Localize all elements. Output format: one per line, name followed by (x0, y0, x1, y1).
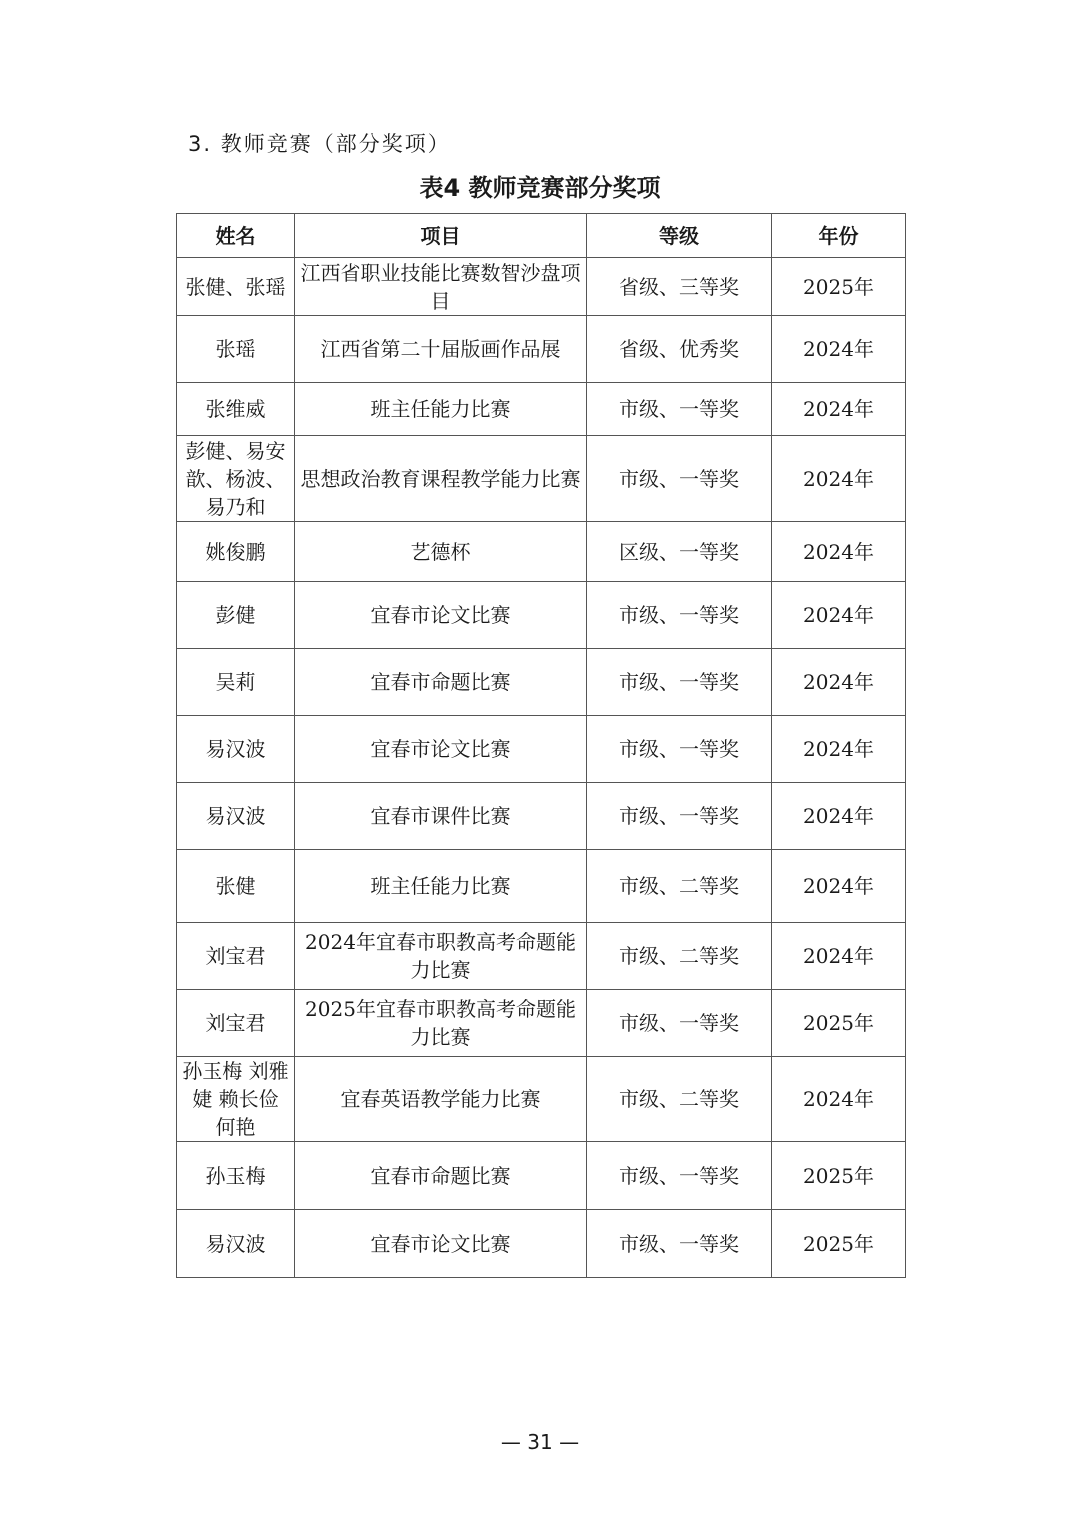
cell-project: 班主任能力比赛 (295, 383, 587, 436)
cell-year: 2024年 (772, 383, 906, 436)
cell-year: 2025年 (772, 1210, 906, 1278)
table-row (177, 1210, 906, 1278)
cell-name: 易汉波 (177, 1210, 295, 1278)
table-row (177, 522, 906, 582)
cell-project: 宜春市命题比赛 (295, 649, 587, 716)
cell-level: 市级、一等奖 (587, 383, 772, 436)
cell-project: 宜春市课件比赛 (295, 783, 587, 850)
table-row (177, 582, 906, 649)
cell-level: 市级、一等奖 (587, 1142, 772, 1210)
awards-table (176, 213, 906, 1278)
cell-project: 思想政治教育课程教学能力比赛 (295, 436, 587, 522)
header-year: 年份 (772, 214, 906, 258)
cell-year: 2024年 (772, 522, 906, 582)
cell-year: 2024年 (772, 1057, 906, 1142)
table-row (177, 316, 906, 383)
cell-project: 2024年宜春市职教高考命题能力比赛 (295, 923, 587, 990)
cell-level: 市级、二等奖 (587, 850, 772, 923)
cell-level: 市级、一等奖 (587, 783, 772, 850)
cell-level: 省级、三等奖 (587, 258, 772, 316)
cell-year: 2025年 (772, 258, 906, 316)
cell-level: 市级、二等奖 (587, 1057, 772, 1142)
cell-name: 易汉波 (177, 783, 295, 850)
table-row (177, 783, 906, 850)
cell-level: 市级、一等奖 (587, 990, 772, 1057)
page-number: — 31 — (500, 1430, 580, 1454)
cell-year: 2024年 (772, 850, 906, 923)
header-level: 等级 (587, 214, 772, 258)
cell-name: 吴莉 (177, 649, 295, 716)
cell-name: 刘宝君 (177, 923, 295, 990)
cell-year: 2024年 (772, 582, 906, 649)
cell-name: 孙玉梅 刘雅婕 赖长俭 何艳 (177, 1057, 295, 1142)
cell-level: 省级、优秀奖 (587, 316, 772, 383)
cell-level: 市级、二等奖 (587, 923, 772, 990)
cell-name: 孙玉梅 (177, 1142, 295, 1210)
cell-project: 宜春市论文比赛 (295, 582, 587, 649)
cell-year: 2024年 (772, 436, 906, 522)
cell-project: 宜春英语教学能力比赛 (295, 1057, 587, 1142)
cell-year: 2024年 (772, 316, 906, 383)
cell-name: 彭健、易安歆、杨波、易乃和 (177, 436, 295, 522)
header-name: 姓名 (177, 214, 295, 258)
cell-name: 彭健 (177, 582, 295, 649)
table-caption: 表4 教师竞赛部分奖项 (419, 174, 661, 202)
table-row (177, 436, 906, 522)
cell-level: 市级、一等奖 (587, 716, 772, 783)
cell-project: 江西省职业技能比赛数智沙盘项目 (295, 258, 587, 316)
cell-name: 刘宝君 (177, 990, 295, 1057)
table-row (177, 1057, 906, 1142)
cell-name: 易汉波 (177, 716, 295, 783)
cell-name: 张维威 (177, 383, 295, 436)
header-project: 项目 (295, 214, 587, 258)
table-row (177, 716, 906, 783)
table-row (177, 923, 906, 990)
table-row (177, 990, 906, 1057)
table-row (177, 258, 906, 316)
cell-name: 张瑶 (177, 316, 295, 383)
cell-level: 市级、一等奖 (587, 436, 772, 522)
table-row (177, 649, 906, 716)
cell-level: 市级、一等奖 (587, 582, 772, 649)
cell-project: 宜春市论文比赛 (295, 1210, 587, 1278)
section-heading: 3. 教师竞赛（部分奖项） (188, 132, 451, 156)
table-row (177, 383, 906, 436)
cell-year: 2025年 (772, 1142, 906, 1210)
cell-name: 张健 (177, 850, 295, 923)
cell-project: 艺德杯 (295, 522, 587, 582)
table-row (177, 850, 906, 923)
cell-year: 2024年 (772, 923, 906, 990)
cell-level: 市级、一等奖 (587, 1210, 772, 1278)
cell-project: 班主任能力比赛 (295, 850, 587, 923)
cell-year: 2024年 (772, 783, 906, 850)
cell-level: 区级、一等奖 (587, 522, 772, 582)
cell-year: 2024年 (772, 716, 906, 783)
cell-year: 2025年 (772, 990, 906, 1057)
cell-project: 宜春市命题比赛 (295, 1142, 587, 1210)
cell-level: 市级、一等奖 (587, 649, 772, 716)
cell-name: 姚俊鹏 (177, 522, 295, 582)
cell-project: 江西省第二十届版画作品展 (295, 316, 587, 383)
cell-project: 2025年宜春市职教高考命题能力比赛 (295, 990, 587, 1057)
table-header-row (177, 214, 906, 258)
cell-name: 张健、张瑶 (177, 258, 295, 316)
cell-project: 宜春市论文比赛 (295, 716, 587, 783)
cell-year: 2024年 (772, 649, 906, 716)
table-row (177, 1142, 906, 1210)
